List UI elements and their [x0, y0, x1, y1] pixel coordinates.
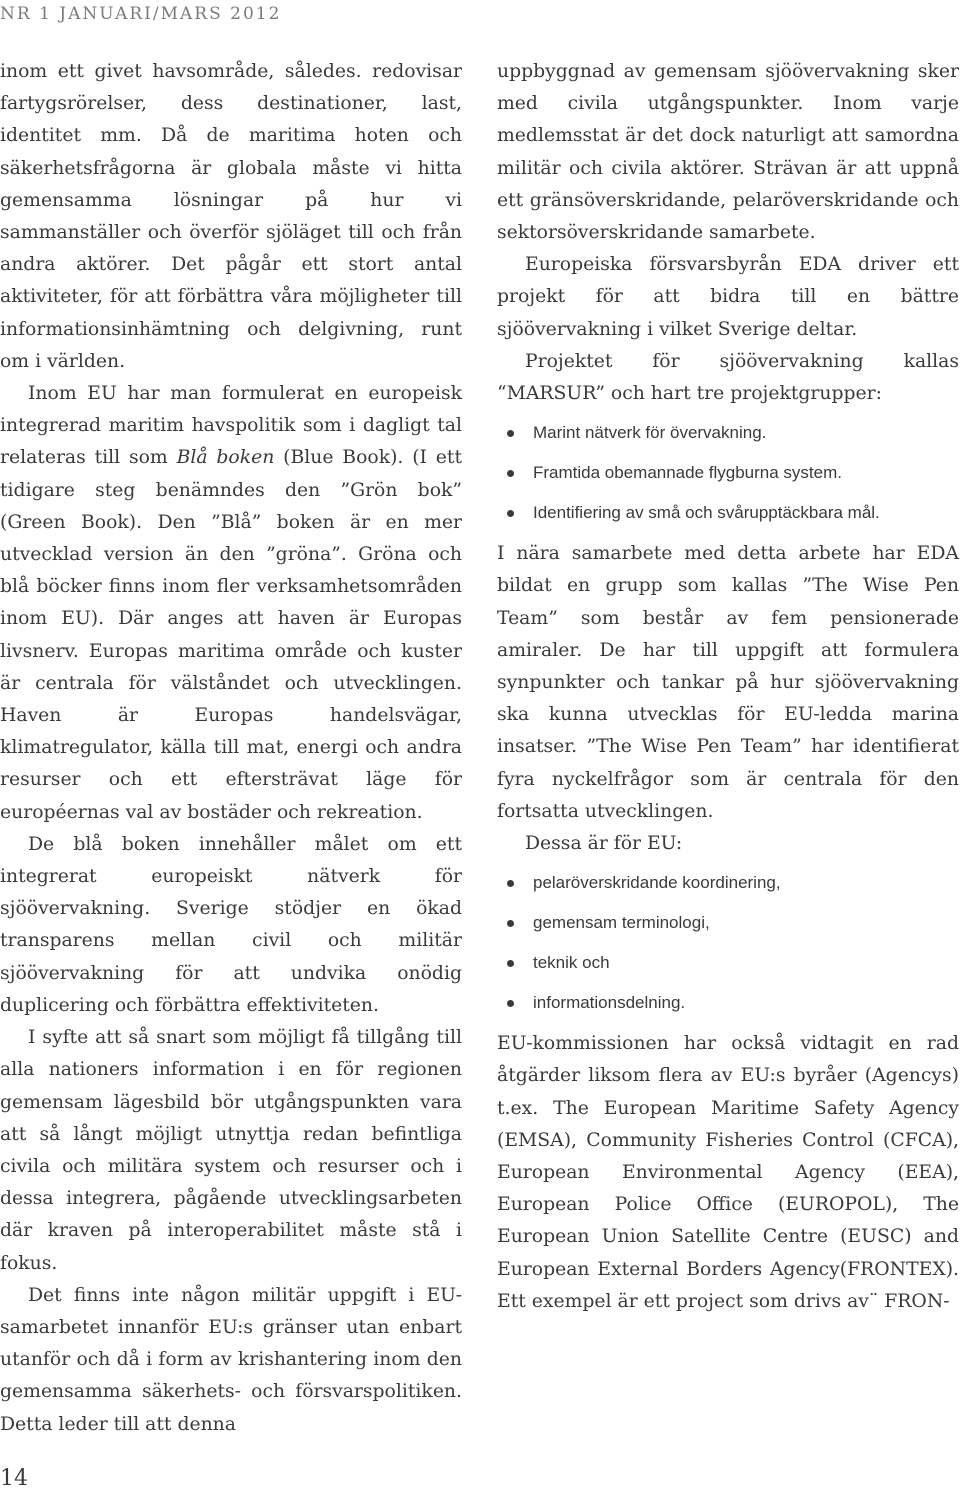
- paragraph-text: (Blue Book). (I ett tidigare steg benämndes den ”Grön bok” (Green Book). Den ”Blå” boken är en mer utvecklad version än den ”gröna”. Gröna och blå böcker finns inom fler verksamhetsområden inom EU). Där anges att haven är Europas livsnerv. Europas maritima område och kuster är centrala för välståndet och utvecklingen. Haven är Europas handelsvägar, klimatregulator, källa till mat, energi och andra resurser och ett eftersträvat läge för européernas val av bostäder och rekreation.: [0, 447, 462, 823]
- paragraph: De blå boken innehåller målet om ett integrerat europeiskt nätverk för sjöövervakning. Sverige stödjer en ökad transparens mellan civil och militär sjöövervakning för att undvika onödig duplicering och förbättra effektiviteten.: [0, 833, 462, 1016]
- left-column: [0, 56, 462, 1441]
- list-item: Framtida obemannade flygburna system.: [533, 458, 959, 488]
- bullet-list-projects: [497, 418, 959, 528]
- paragraph: Projektet för sjöövervakning kallas “MARSUR” och hart tre projektgrupper:: [497, 350, 959, 405]
- list-item: Marint nätverk för övervakning.: [533, 418, 959, 448]
- book-title-italic: Blå boken: [176, 447, 275, 469]
- paragraph-text: Inom EU har man formulerat en europeisk integrerad maritim havspolitik som i dagligt tal relateras till som: [0, 383, 462, 469]
- paragraph: I nära samarbete med detta arbete har EDA bildat en grupp som kallas ”The Wise Pen Team” som består av fem pensionerade amiraler. De har till uppgift att formulera synpunkter och tankar på hur sjöövervakning ska kunna utvecklas för EU-ledda marina insatser. ”The Wise Pen Team” har identifierat fyra nyckelfrågor som är centrala för den fortsatta utvecklingen.: [497, 543, 959, 822]
- paragraph: EU-kommissionen har också vidtagit en rad åtgärder liksom flera av EU:s byråer (Agencys) t.ex. The European Maritime Safety Agency (EMSA), Community Fisheries Control (CFCA), European Environmental Agency (EEA), European Police Office (EUROPOL), The European Union Satellite Centre (EUSC) and European External Borders Agency(FRONTEX). Ett exempel är ett project som drivs av¨ FRON-: [497, 1033, 959, 1312]
- list-item: informationsdelning.: [533, 988, 959, 1018]
- paragraph: I syfte att så snart som möjligt få tillgång till alla nationers information i en för regionen gemensam lägesbild bör utgångspunkten vara att så långt möjligt utnyttja redan befintliga civila och militära system och resurser och i dessa integrera, pågående utvecklingsarbeten där kraven på interoperabilitet måste stå i fokus.: [0, 1027, 462, 1274]
- list-item: pelaröverskridande koordinering,: [533, 868, 959, 898]
- list-item: gemensam terminologi,: [533, 908, 959, 938]
- running-header: NR 1 JANUARI/MARS 2012: [0, 4, 282, 24]
- paragraph: inom ett givet havsområde, således. redovisar fartygsrörelser, dess destinationer, last, identitet mm. Då de maritima hoten och säkerhetsfrågorna är globala måste vi hitta gemensamma lösningar på hur vi sammanställer och överför sjöläget till och från andra aktörer. Det pågår ett stort antal aktiviteter, för att förbättra våra möjligheter till informationsinhämtning och delgivning, runt om i världen.: [0, 61, 462, 372]
- paragraph: Europeiska försvarsbyrån EDA driver ett projekt för att bidra till en bättre sjöövervakning i vilket Sverige deltar.: [497, 254, 959, 340]
- list-item: Identifiering av små och svårupptäckbara mål.: [533, 498, 959, 528]
- paragraph: Det finns inte någon militär uppgift i EU-samarbetet innanför EU:s gränser utan enbart utanför och då i form av krishantering inom den gemensamma säkerhets- och försvarspolitiken. Detta leder till att denna: [0, 1284, 462, 1435]
- paragraph: uppbyggnad av gemensam sjöövervakning sker med civila utgångspunkter. Inom varje medlemsstat är det dock naturligt att samordna militär och civila aktörer. Strävan är att uppnå ett gränsöverskridande, pelaröverskridande och sektorsöverskridande samarbete.: [497, 61, 959, 244]
- right-column: [497, 56, 959, 1318]
- paragraph: [0, 378, 462, 829]
- paragraph: Dessa är för EU:: [525, 833, 683, 855]
- page-number: 14: [0, 1466, 28, 1491]
- list-item: teknik och: [533, 948, 959, 978]
- bullet-list-key-issues: [497, 868, 959, 1018]
